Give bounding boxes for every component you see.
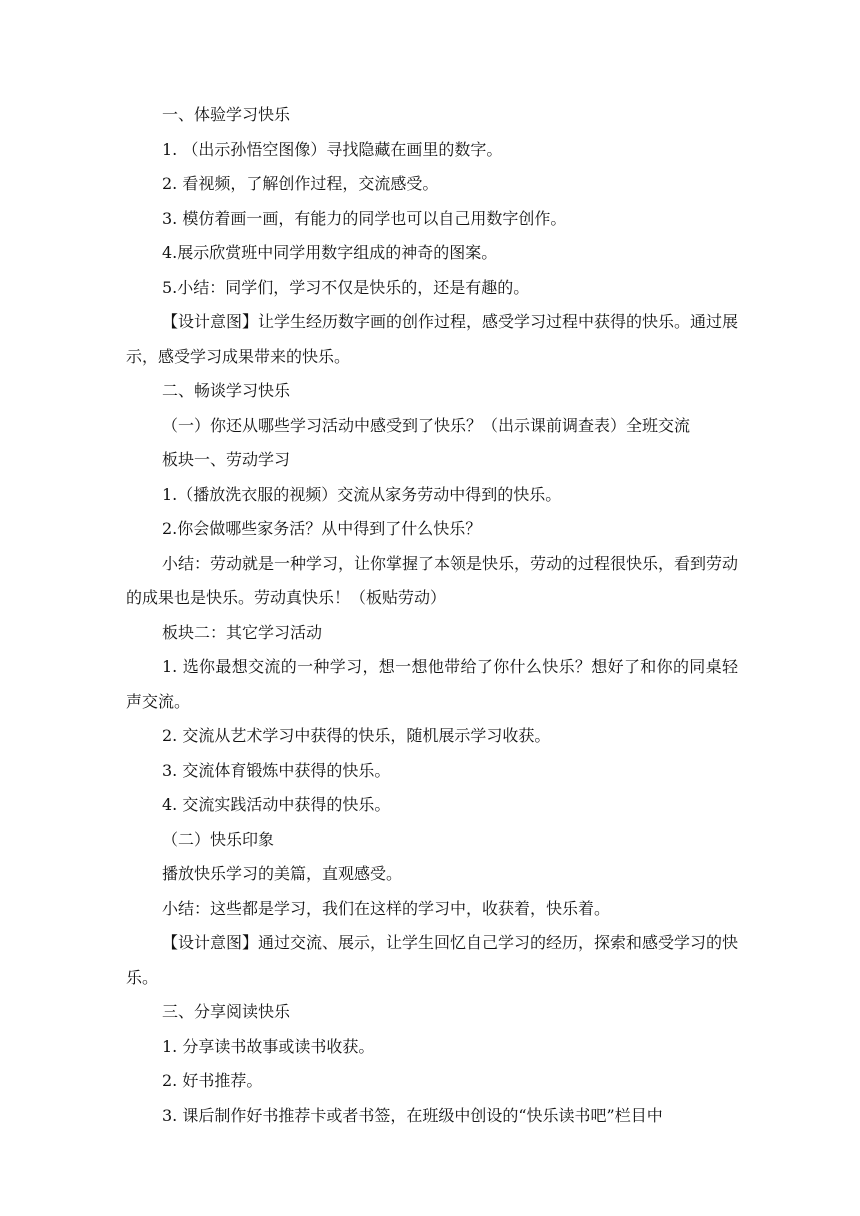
list-item: 1. 分享读书故事或读书收获。: [162, 1036, 375, 1056]
list-item: 3. 课后制作好书推荐卡或者书签，在班级中创设的“快乐读书吧”栏目中: [162, 1105, 663, 1125]
list-item: 1. （出示孙悟空图像）寻找隐藏在画里的数字。: [162, 139, 503, 159]
section-heading-2: 二、畅谈学习快乐: [162, 381, 291, 400]
list-item: 1. 选你最想交流的一种学习，想一想他带给了你什么快乐？想好了和你的同桌轻声交流。: [126, 657, 738, 711]
summary-paragraph: 小结：这些都是学习，我们在这样的学习中，收获着，快乐着。: [162, 898, 611, 918]
design-intent-paragraph: 【设计意图】通过交流、展示，让学生回忆自己学习的经历，探索和感受学习的快乐。: [126, 933, 739, 987]
subsection-heading: （一）你还从哪些学习活动中感受到了快乐？（出示课前调查表）全班交流: [162, 415, 691, 435]
section-heading-1: 一、体验学习快乐: [162, 105, 291, 124]
list-item: 1.（播放洗衣服的视频）交流从家务劳动中得到的快乐。: [162, 484, 562, 504]
list-item: 2. 交流从艺术学习中获得的快乐，随机展示学习收获。: [162, 726, 551, 745]
list-item: 2.你会做哪些家务活？从中得到了什么快乐？: [162, 519, 482, 538]
block-heading: 板块一、劳动学习: [162, 450, 291, 469]
summary-paragraph: 小结：劳动就是一种学习，让你掌握了本领是快乐，劳动的过程很快乐，看到劳动的成果也是快乐。劳动真快乐！（板贴劳动）: [126, 553, 739, 607]
design-intent-paragraph: 【设计意图】让学生经历数字画的创作过程，感受学习过程中获得的快乐。通过展示，感受学习成果带来的快乐。: [126, 312, 739, 366]
subsection-heading: （二）快乐印象: [162, 829, 275, 849]
list-item: 2. 看视频，了解创作过程，交流感受。: [162, 174, 439, 193]
block-heading: 板块二：其它学习活动: [162, 622, 323, 642]
list-item: 3. 模仿着画一画，有能力的同学也可以自己用数字创作。: [162, 208, 567, 228]
list-item: 5.小结：同学们，学习不仅是快乐的，还是有趣的。: [162, 277, 530, 297]
list-item: 4.展示欣赏班中同学用数字组成的神奇的图案。: [162, 243, 498, 262]
section-heading-3: 三、分享阅读快乐: [162, 1002, 291, 1021]
document-body: [126, 98, 738, 1133]
list-item: 3. 交流体育锻炼中获得的快乐。: [162, 760, 391, 780]
list-item: 2. 好书推荐。: [162, 1071, 263, 1090]
body-paragraph: 播放快乐学习的美篇，直观感受。: [162, 864, 403, 883]
list-item: 4. 交流实践活动中获得的快乐。: [162, 795, 391, 814]
